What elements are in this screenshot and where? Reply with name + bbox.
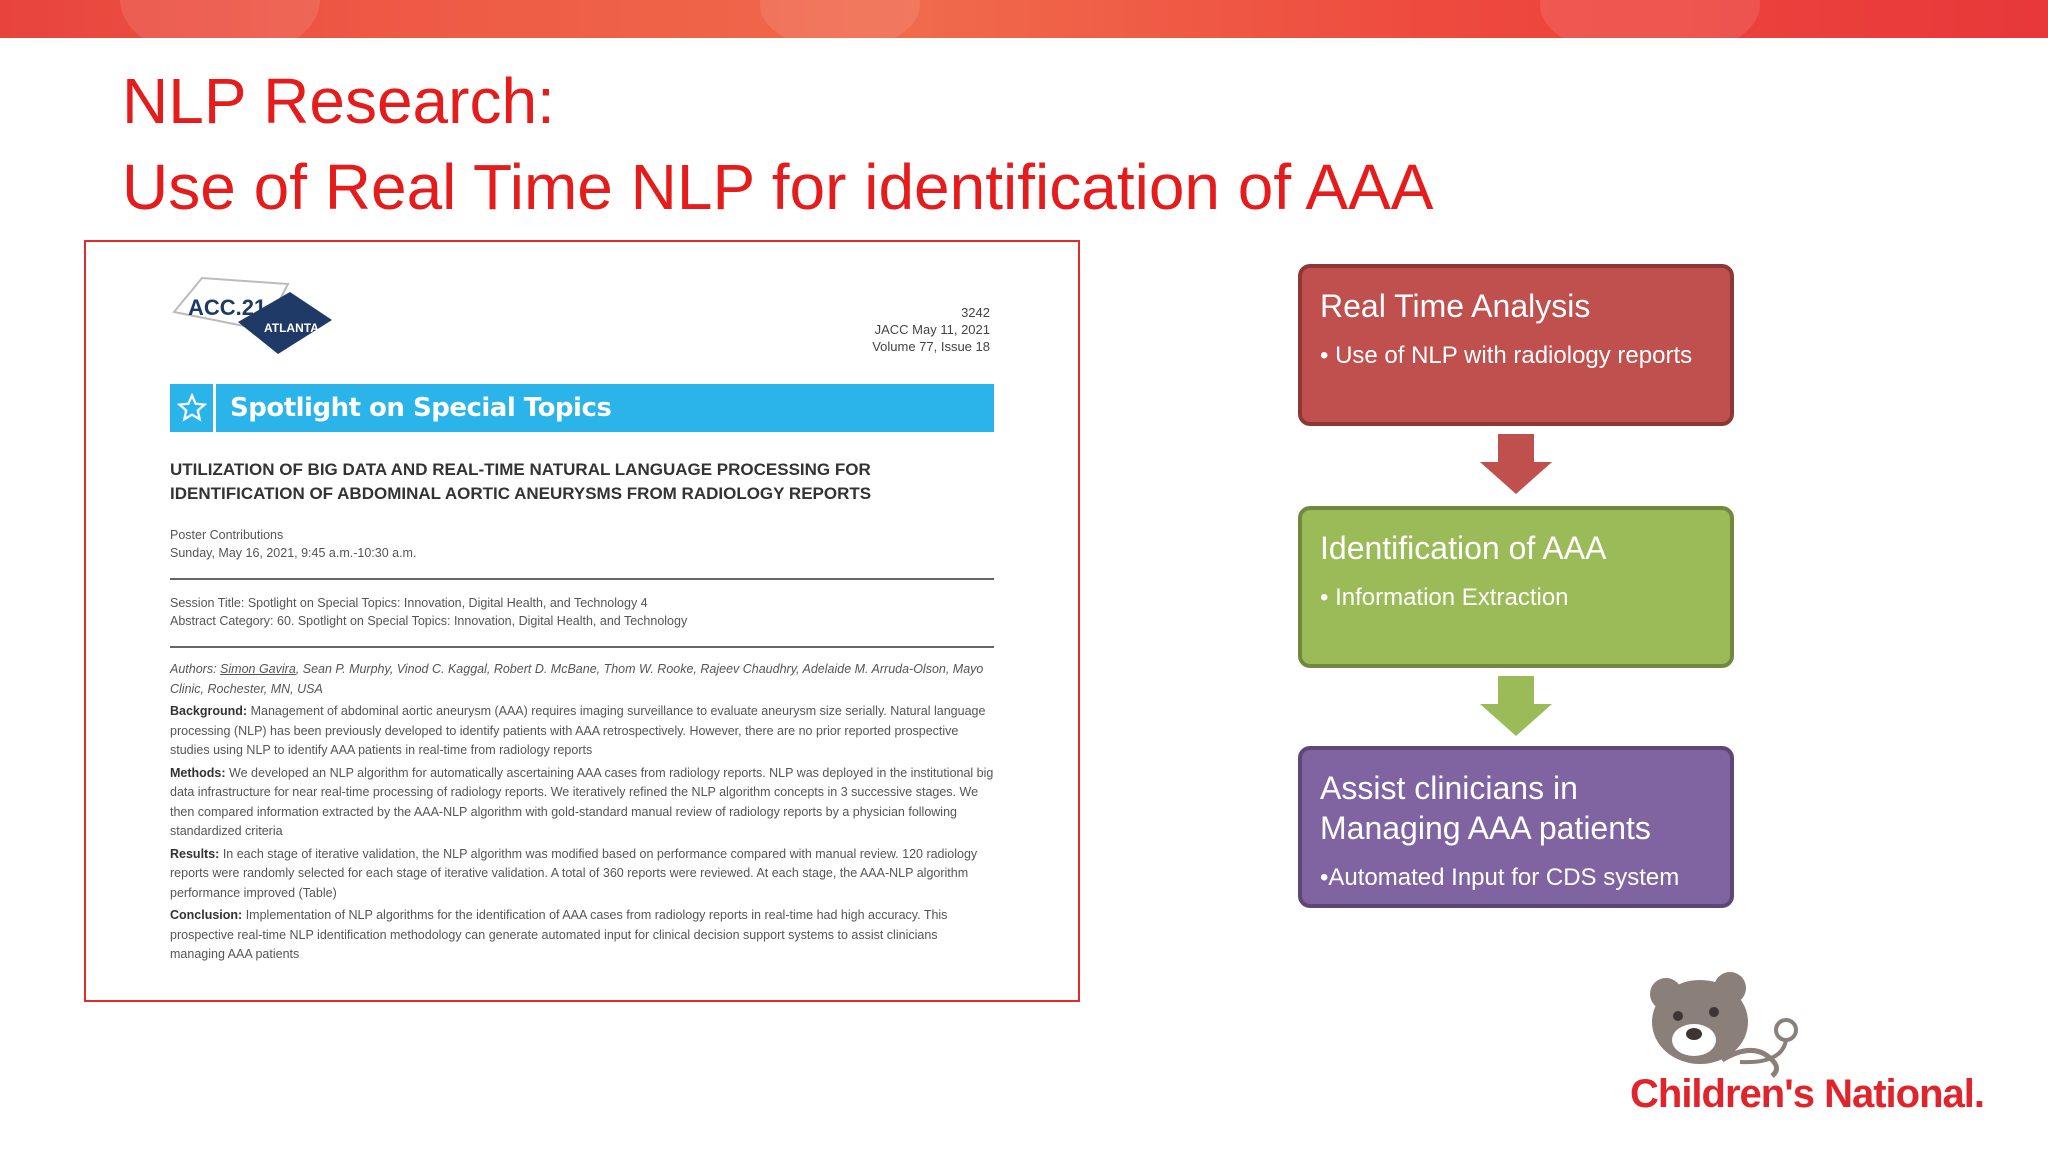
flow-box-real-time-analysis: [1298, 264, 1734, 426]
flow-box-bullet: • Information Extraction: [1320, 584, 1569, 611]
flow-box-bullet: • Use of NLP with radiology reports: [1320, 342, 1693, 369]
spotlight-label: Spotlight on Special Topics: [230, 393, 612, 423]
background-text: Management of abdominal aortic aneurysm (AAA) requires imaging surveillance to evaluate aneurysm size serially. Natural language processing (NLP) has been previously developed to identify patients with AAA retrospectively. However, there are no prior reported prospective studies using NLP to identify AAA patients in real-time from radiology reports: [170, 704, 986, 757]
top-banner: [0, 0, 2048, 38]
conclusion-text: Implementation of NLP algorithms for the identification of AAA cases from radiology reports in real-time had high accuracy. This prospective real-time NLP identification methodology can generate automated input for clinical decision support systems to assist clinicians managing AAA patients: [170, 908, 948, 961]
journal-date: JACC May 11, 2021: [874, 322, 990, 337]
journal-volume: Volume 77, Issue 18: [872, 339, 990, 354]
methods-section: [170, 764, 994, 842]
paper-title-line2: IDENTIFICATION OF ABDOMINAL AORTIC ANEURYSMS FROM RADIOLOGY REPORTS: [170, 484, 872, 503]
acc21-logo-text: ACC.21: [188, 295, 267, 320]
acc21-logo-city: ATLANTA: [264, 321, 319, 335]
session-time: Sunday, May 16, 2021, 9:45 a.m.-10:30 a.m.: [170, 546, 417, 560]
divider: [170, 646, 994, 648]
paper-body: [170, 660, 994, 968]
authors-first: Simon Gavira: [220, 662, 296, 676]
methods-label: Methods:: [170, 765, 226, 780]
abstract-number: 3242: [961, 305, 990, 320]
divider: [170, 578, 994, 580]
paper-title: [170, 458, 1000, 506]
flow-box-heading: Real Time Analysis: [1320, 288, 1591, 324]
slide-title-line1: NLP Research:: [122, 65, 555, 137]
background-label: Background:: [170, 704, 248, 718]
conclusion-section: [170, 906, 994, 965]
flow-box-bullet: •Automated Input for CDS system: [1320, 864, 1680, 891]
results-label: Results:: [170, 846, 220, 861]
down-arrow-icon: [1480, 676, 1552, 736]
poster-label: Poster Contributions: [170, 528, 284, 542]
childrens-national-wordmark: Children's National.: [1630, 1072, 1985, 1116]
authors: [170, 660, 994, 699]
abstract-category: Abstract Category: 60. Spotlight on Special Topics: Innovation, Digital Health, and Technology: [170, 614, 688, 628]
methods-text: We developed an NLP algorithm for automatically ascertaining AAA cases from radiology reports. NLP was deployed in the institutional big data infrastructure for near real-time processing of radiology reports. We iteratively refined the NLP algorithm concepts in 3 successive stages. We then compared information extracted by the AAA-NLP algorithm with gold-standard manual review of radiology reports by a physician following standardized criteria: [170, 765, 994, 838]
conclusion-label: Conclusion:: [170, 908, 243, 922]
star-icon: [170, 384, 216, 432]
authors-rest: , Sean P. Murphy, Vinod C. Kaggal, Robert D. McBane, Thom W. Rooke, Rajeev Chaudhry, Adelaide M. Arruda-Olson, Mayo Clinic, Rochester, MN, USA: [170, 662, 984, 696]
paper-abstract-image: [84, 240, 1080, 1002]
background-section: [170, 702, 994, 761]
spotlight-banner: [170, 384, 994, 432]
paper-title-line1: UTILIZATION OF BIG DATA AND REAL-TIME NATURAL LANGUAGE PROCESSING FOR: [170, 460, 871, 479]
flow-box-heading: Assist clinicians in Managing AAA patients: [1320, 770, 1651, 846]
down-arrow-icon: [1480, 434, 1552, 494]
slide-title: [122, 58, 1433, 230]
acc21-logo: [168, 272, 358, 360]
journal-info: [872, 304, 990, 355]
flow-box-identification: [1298, 506, 1734, 668]
results-text: In each stage of iterative validation, the NLP algorithm was modified based on performance compared with manual review. 120 radiology reports were randomly selected for each stage of iterative validation. A total of 360 reports were reviewed. At each stage, the AAA-NLP algorithm performance improved (Table): [170, 846, 978, 900]
flow-box-heading: Identification of AAA: [1320, 530, 1607, 566]
results-section: [170, 845, 994, 904]
authors-label: Authors:: [170, 662, 217, 676]
flow-box-assist-clinicians: [1298, 746, 1734, 908]
slide-title-line2: Use of Real Time NLP for identification of AAA: [122, 151, 1434, 223]
session-title: Session Title: Spotlight on Special Topics: Innovation, Digital Health, and Technology 4: [170, 596, 648, 610]
